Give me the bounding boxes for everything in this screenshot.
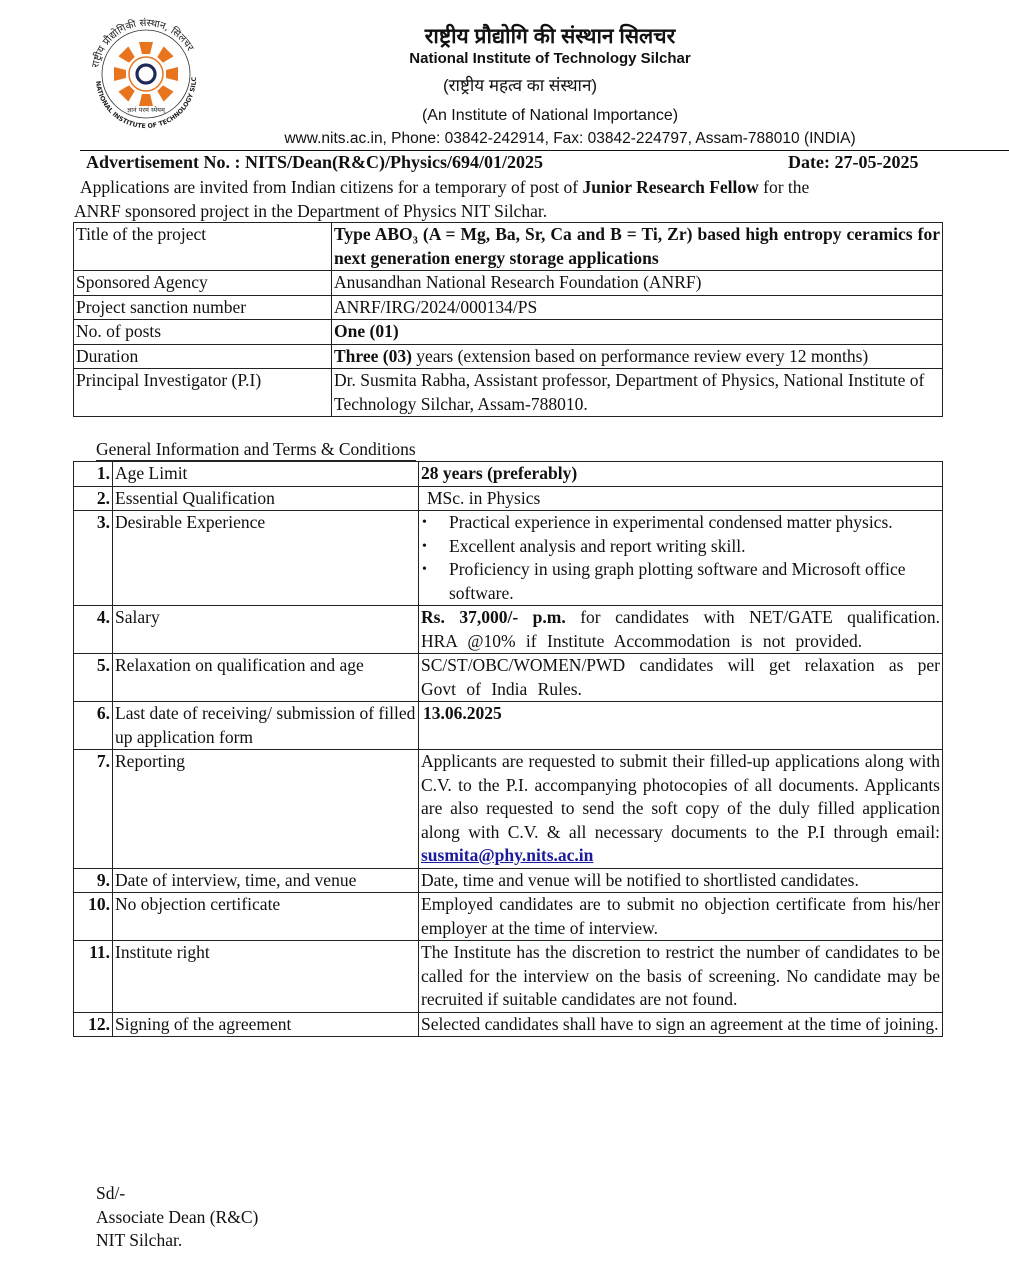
signature-block <box>96 1182 258 1253</box>
last-date-value: 13.06.2025 <box>419 702 943 750</box>
signatory-institute: NIT Silchar. <box>96 1230 183 1250</box>
row-number: 1. <box>74 462 113 487</box>
sanction-value: ANRF/IRG/2024/000134/PS <box>332 295 943 320</box>
duration-value <box>332 344 943 369</box>
table-row <box>74 223 943 271</box>
intro-text-3: ANRF sponsored project in the Department of Physics NIT Silchar. <box>74 201 548 221</box>
hindi-subtitle: (राष्ट्रीय महत्व का संस्थान) <box>442 76 598 95</box>
table-row <box>74 702 943 750</box>
intro-text-2: for the <box>758 177 810 197</box>
list-item: • Practical experience in experimental condensed matter physics. <box>449 511 940 535</box>
table-row <box>74 868 943 893</box>
project-title-value: Type ABO₃ (A = Mg, Ba, Sr, Ca and B = Ti, Zr) based high entropy ceramics for next generation energy storage applications <box>332 223 943 271</box>
reporting-label: Reporting <box>113 750 419 869</box>
table-row <box>74 1012 943 1037</box>
sanction-label: Project sanction number <box>74 295 332 320</box>
duration-rest: years (extension based on performance review every 12 months) <box>411 345 869 366</box>
row-number: 9. <box>74 868 113 893</box>
agreement-value: Selected candidates shall have to sign an agreement at the time of joining. <box>419 1012 943 1037</box>
terms-table <box>73 461 943 1037</box>
relaxation-label: Relaxation on qualification and age <box>113 654 419 702</box>
interview-label: Date of interview, time, and venue <box>113 868 419 893</box>
agency-value: Anusandhan National Research Foundation (ANRF) <box>332 271 943 296</box>
row-number: 7. <box>74 750 113 869</box>
logo-text-top: राष्ट्रीय प्रौद्योगिकी संस्थान, सिलचर <box>90 17 196 69</box>
table-row <box>74 369 943 417</box>
list-item: • Proficiency in using graph plotting software and Microsoft office software. <box>449 558 940 605</box>
project-details-table <box>73 222 943 417</box>
table-row <box>74 271 943 296</box>
email-link[interactable]: susmita@phy.nits.ac.in <box>421 845 594 865</box>
row-number: 12. <box>74 1012 113 1037</box>
reporting-text: Applicants are requested to submit their filled-up applications along with C.V. to the P.I. accompanying photocopies of all documents. Applicants are also requested to send the soft copy of the duly filled application along with C.V. & all necessary documents to the P.I through email: <box>421 751 940 842</box>
row-number: 2. <box>74 486 113 511</box>
table-row <box>74 462 943 487</box>
row-number: 6. <box>74 702 113 750</box>
advertisement-number: Advertisement No. : NITS/Dean(R&C)/Physics/694/01/2025 <box>86 152 543 172</box>
salary-details: for candidates with NET/GATE qualification. HRA @10% if Institute Accommodation is not provided. <box>421 607 940 651</box>
posts-label: No. of posts <box>74 320 332 345</box>
hindi-institute-title: राष्ट्रीय प्रौद्योगि की संस्थान सिलचर <box>424 25 676 48</box>
experience-value <box>419 511 943 606</box>
pi-label: Principal Investigator (P.I) <box>74 369 332 417</box>
advertisement-date: Date: 27-05-2025 <box>788 152 919 172</box>
table-row <box>74 344 943 369</box>
interview-value: Date, time and venue will be notified to shortlisted candidates. <box>419 868 943 893</box>
duration-bold: Three (03) <box>334 345 412 366</box>
last-date-label: Last date of receiving/ submission of filled up application form <box>113 702 419 750</box>
intro-text-1: Applications are invited from Indian citizens for a temporary of post of <box>80 177 583 197</box>
table-row <box>74 295 943 320</box>
row-number: 10. <box>74 893 113 941</box>
table-row <box>74 893 943 941</box>
pi-value: Dr. Susmita Rabha, Assistant professor, Department of Physics, National Institute of Technology Silchar, Assam-788010. <box>332 369 943 417</box>
salary-amount: Rs. 37,000/- p.m. <box>421 607 566 627</box>
qualification-value: MSc. in Physics <box>419 486 943 511</box>
row-number: 3. <box>74 511 113 606</box>
signature-sd: Sd/- <box>96 1183 126 1203</box>
general-info-heading: General Information and Terms & Conditions <box>96 439 416 459</box>
institute-subtitle: (An Institute of National Importance) <box>421 107 679 124</box>
duration-label: Duration <box>74 344 332 369</box>
logo-text-bottom: NATIONAL INSTITUTE OF TECHNOLOGY SILC <box>94 76 199 131</box>
table-row <box>74 486 943 511</box>
table-row <box>74 654 943 702</box>
row-number: 4. <box>74 606 113 654</box>
project-title-label: Title of the project <box>74 223 332 271</box>
intro-post-name: Junior Research Fellow <box>582 177 759 197</box>
posts-value: One (01) <box>332 320 943 345</box>
signatory-designation: Associate Dean (R&C) <box>96 1206 259 1227</box>
noc-label: No objection certificate <box>113 893 419 941</box>
table-row <box>74 941 943 1013</box>
noc-value: Employed candidates are to submit no objection certificate from his/her employer at the time of interview. <box>419 893 943 941</box>
agency-label: Sponsored Agency <box>74 271 332 296</box>
table-row <box>74 750 943 869</box>
table-row <box>74 606 943 654</box>
reporting-value <box>419 750 943 869</box>
salary-label: Salary <box>113 606 419 654</box>
row-number: 11. <box>74 941 113 1013</box>
list-item: • Excellent analysis and report writing skill. <box>449 535 940 559</box>
institute-title: National Institute of Technology Silchar <box>409 50 691 67</box>
qualification-label: Essential Qualification <box>113 486 419 511</box>
relaxation-value: SC/ST/OBC/WOMEN/PWD candidates will get relaxation as per Govt of India Rules. <box>419 654 943 702</box>
intro-paragraph <box>74 175 944 223</box>
contact-line: www.nits.ac.in, Phone: 03842-242914, Fax: 03842-224797, Assam-788010 (INDIA) <box>284 130 856 147</box>
table-row <box>74 320 943 345</box>
institute-logo <box>80 8 212 132</box>
salary-value <box>419 606 943 654</box>
age-limit-label: Age Limit <box>113 462 419 487</box>
header-divider <box>80 150 1009 151</box>
institute-right-label: Institute right <box>113 941 419 1013</box>
table-row <box>74 511 943 606</box>
agreement-label: Signing of the agreement <box>113 1012 419 1037</box>
experience-label: Desirable Experience <box>113 511 419 606</box>
row-number: 5. <box>74 654 113 702</box>
experience-list <box>421 511 940 605</box>
logo-motto: ज्ञानं परमं ध्येयम् <box>127 106 165 114</box>
age-limit-value: 28 years (preferably) <box>419 462 943 487</box>
institute-right-value: The Institute has the discretion to restrict the number of candidates to be called for the interview on the basis of screening. No candidate may be recruited if suitable candidates are not found. <box>419 941 943 1013</box>
